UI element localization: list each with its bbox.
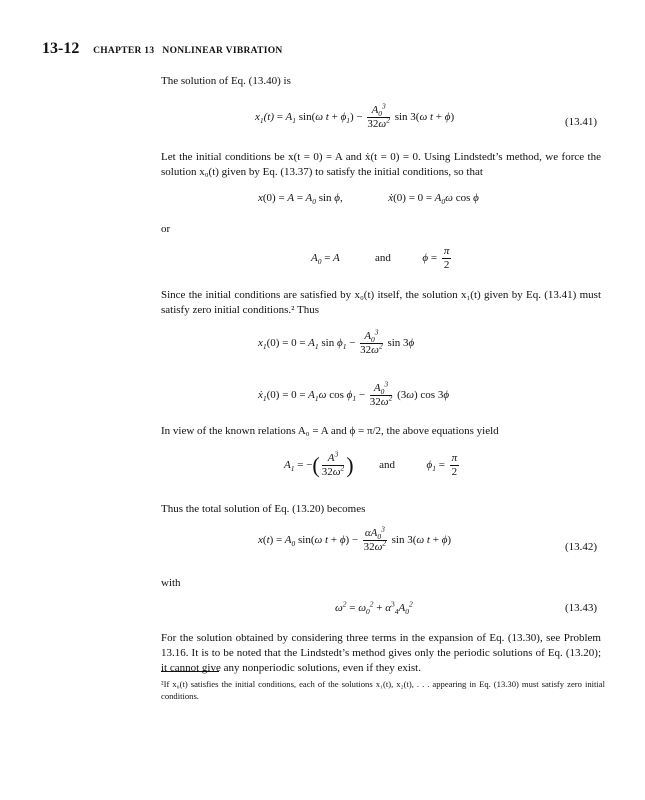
- and-text-1: and: [375, 252, 391, 265]
- equation-a0-phi: $A_0 = A$ and ϕ = $\frac{\pi}{2}$: [311, 245, 450, 271]
- equation-13-42: $x(t) = A_0$ sin(ω t + ϕ) − $\frac{\alpha A_0^3}{32\omega^2}$ sin 3(ω t + ϕ): [258, 524, 452, 553]
- equation-label-13-43: (13.43): [565, 602, 598, 614]
- equation-label-13-42: (13.42): [565, 541, 598, 553]
- equation-13-43: $\omega^2 = \omega_0^2 + \alpha^3_4A_0^2$: [335, 599, 413, 617]
- paragraph-3: Since the initial conditions are satisfied by x₀(t) itself, the solution x₁(t) given by Eq. (13.41) must satisfy zero initial conditions.² Thus: [161, 289, 601, 316]
- equation-label-13-41: (13.41): [565, 116, 598, 128]
- equation-x1dot-zero: ẋ$_1$(0) = $0 = A_1\omega$ $\cos \phi_1$ − $\frac{A_0^3}{32\omega^2}$ (3ω) cos 3ϕ: [258, 379, 450, 408]
- with-text: with: [161, 577, 181, 589]
- chapter-heading: CHAPTER 13 NONLINEAR VIBRATION: [93, 46, 283, 56]
- footnote-rule: [161, 671, 219, 672]
- equation-initial-conditions: $x(0) = A = A_0$ sin ϕ, ẋ(0) = $0 = A_0\omega$ cos ϕ: [258, 192, 479, 207]
- paragraph-5: Thus the total solution of Eq. (13.20) becomes: [161, 503, 366, 515]
- paragraph-4: In view of the known relations A₀ = A and ϕ = π/2, the above equations yield: [161, 425, 499, 437]
- or-text: or: [161, 223, 171, 235]
- equation-x1-zero: $x_1(0) = 0 = A_1$ $\sin \phi_1$ − $\frac{A_0^3}{32\omega^2}$ sin 3ϕ: [258, 327, 415, 356]
- footnote: ²If x₀(t) satisfies the initial conditions, each of the solutions x₁(t), x₂(t), . . . appearing in Eq. (13.30) must satisfy zero initial conditions.: [161, 679, 605, 701]
- and-text-2: and: [379, 459, 395, 472]
- paragraph-1: The solution of Eq. (13.40) is: [161, 75, 291, 87]
- page-number: 13-12: [42, 40, 80, 57]
- running-header: [42, 40, 291, 58]
- equation-a1-phi1: $A_1$ = −( $\frac{A^3}{32\omega^2}$ ) and $\phi_1$ = $\frac{\pi}{2}$: [284, 449, 458, 478]
- paragraph-6: For the solution obtained by considering three terms in the expansion of Eq. (13.30), see Problem 13.16. It is to be noted that the Lindstedt’s method gives only the periodic solutions of Eq. (13.20); it cannot give any nonperiodic solutions, even if they exist.: [161, 632, 601, 674]
- paragraph-2: Let the initial conditions be x(t = 0) = A and ẋ(t = 0) = 0. Using Lindstedt’s method, we force the solution x₀(t) given by Eq. (13.37) to satisfy the initial conditions, so that: [161, 151, 601, 178]
- equation-13-41: $x_1(t) = A_1$ sin(ω $t + \phi_1$) − $\frac{A_0^3}{32\omega^2}$ sin 3(ω t + ϕ): [255, 101, 455, 130]
